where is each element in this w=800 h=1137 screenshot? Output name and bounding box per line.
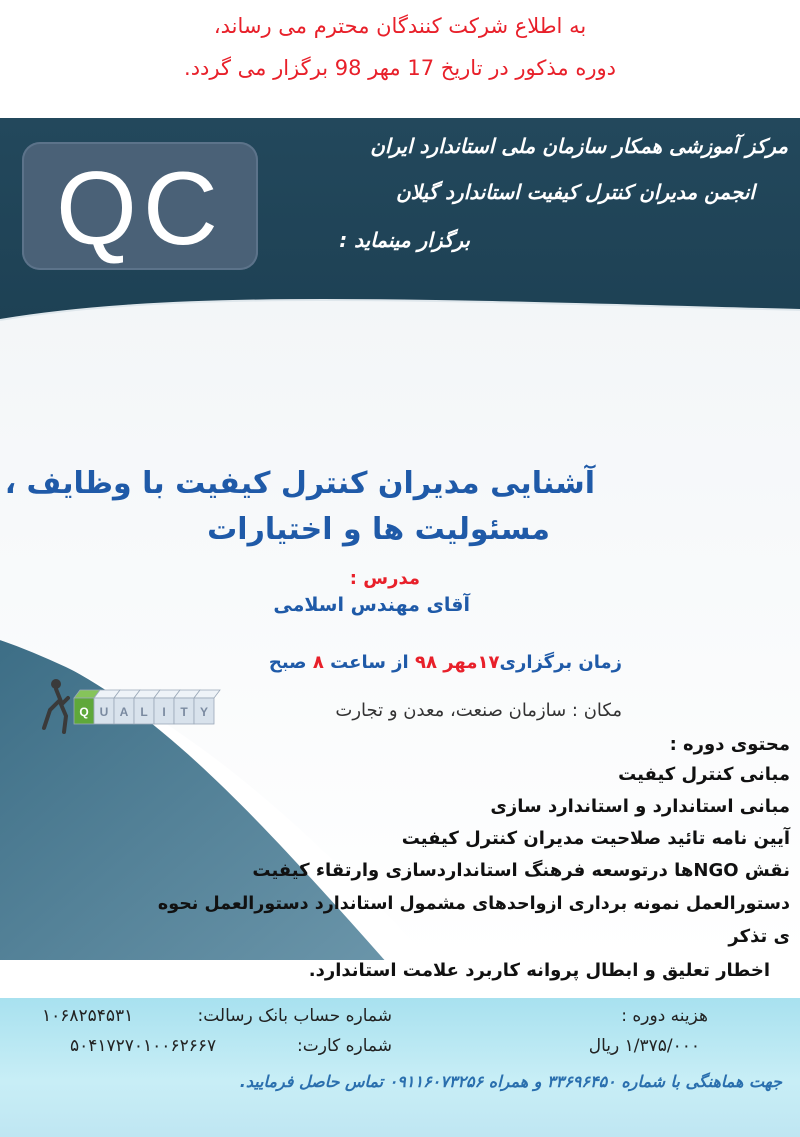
qc-logo bbox=[22, 142, 258, 270]
account-label: شماره حساب بانک رسالت: bbox=[197, 1006, 392, 1026]
content-item: نقش NGOها درتوسعه فرهنگ استانداردسازی وارتقاء کیفیت bbox=[252, 860, 790, 881]
fee-label: هزینه دوره : bbox=[621, 1006, 708, 1026]
schedule-date: ۱۷مهر ۹۸ bbox=[414, 652, 500, 673]
contact-info: جهت هماهنگی با شماره ۳۳۶۹۶۴۵۰ و همراه ۰۹۱۱۶۰۷۳۲۵۶ تماس حاصل فرمایید. bbox=[239, 1072, 782, 1091]
quality-cube-letter: Y bbox=[199, 705, 209, 719]
schedule-prefix: زمان برگزاری bbox=[499, 652, 622, 673]
account-number: ۱۰۶۸۲۵۴۵۳۱ bbox=[42, 1006, 134, 1026]
quality-cube-letter: L bbox=[140, 705, 148, 719]
schedule bbox=[269, 652, 622, 673]
course-title-line-1: آشنایی مدیران کنترل کیفیت با وظایف ، bbox=[4, 466, 595, 501]
teacher-label: مدرس : bbox=[349, 568, 420, 589]
content-heading: محتوی دوره : bbox=[669, 734, 790, 755]
content-item: دستورالعمل نمونه برداری ازواحدهای مشمول استاندارد دستورالعمل نحوه bbox=[157, 894, 790, 914]
notice-line-2: دوره مذکور در تاریخ 17 مهر 98 برگزار می گردد. bbox=[184, 56, 616, 80]
content-item: آیین نامه تائید صلاحیت مدیران کنترل کیفیت bbox=[401, 828, 790, 849]
organizer-line-1: مرکز آموزشی همکار سازمان ملی استاندارد ایران bbox=[370, 134, 788, 158]
content-item: مبانی کنترل کیفیت bbox=[618, 764, 790, 785]
quality-cube-letter: Q bbox=[79, 705, 89, 719]
quality-cube-letter: A bbox=[119, 705, 129, 719]
notice-line-1: به اطلاع شرکت کنندگان محترم می رساند، bbox=[213, 14, 587, 38]
schedule-mid: از ساعت bbox=[323, 652, 415, 673]
qc-logo-text: QC bbox=[56, 151, 224, 267]
organizer-line-3: برگزار مینماید : bbox=[339, 228, 470, 252]
content-item: مبانی استاندارد و استاندارد سازی bbox=[490, 796, 790, 817]
quality-cube-letter: T bbox=[180, 705, 188, 719]
quality-cube bbox=[194, 690, 220, 724]
course-title-line-2: مسئولیت ها و اختیارات bbox=[207, 512, 550, 547]
teacher-name: آقای مهندس اسلامی bbox=[273, 594, 470, 616]
quality-cubes-illustration bbox=[38, 676, 222, 736]
schedule-suffix: صبح bbox=[268, 652, 313, 673]
card-number: ۵۰۴۱۷۲۷۰۱۰۰۶۲۶۶۷ bbox=[70, 1036, 217, 1056]
content-item: ی تذکر bbox=[728, 926, 790, 947]
notice-banner bbox=[0, 0, 800, 118]
quality-cube-letter: I bbox=[162, 705, 166, 719]
organizer-line-2: انجمن مدیران کنترل کیفیت استاندارد گیلان bbox=[395, 180, 755, 204]
pushing-figure-icon bbox=[44, 679, 68, 732]
card-label: شماره کارت: bbox=[297, 1036, 392, 1056]
content-item: اخطار تعلیق و ابطال پروانه کاربرد علامت استاندارد. bbox=[308, 960, 770, 981]
quality-cube-letter: U bbox=[99, 705, 109, 719]
location: مکان : سازمان صنعت، معدن و تجارت bbox=[335, 700, 622, 721]
fee-value: ۱/۳۷۵/۰۰۰ ریال bbox=[588, 1036, 700, 1056]
schedule-hour: ۸ bbox=[312, 652, 324, 673]
